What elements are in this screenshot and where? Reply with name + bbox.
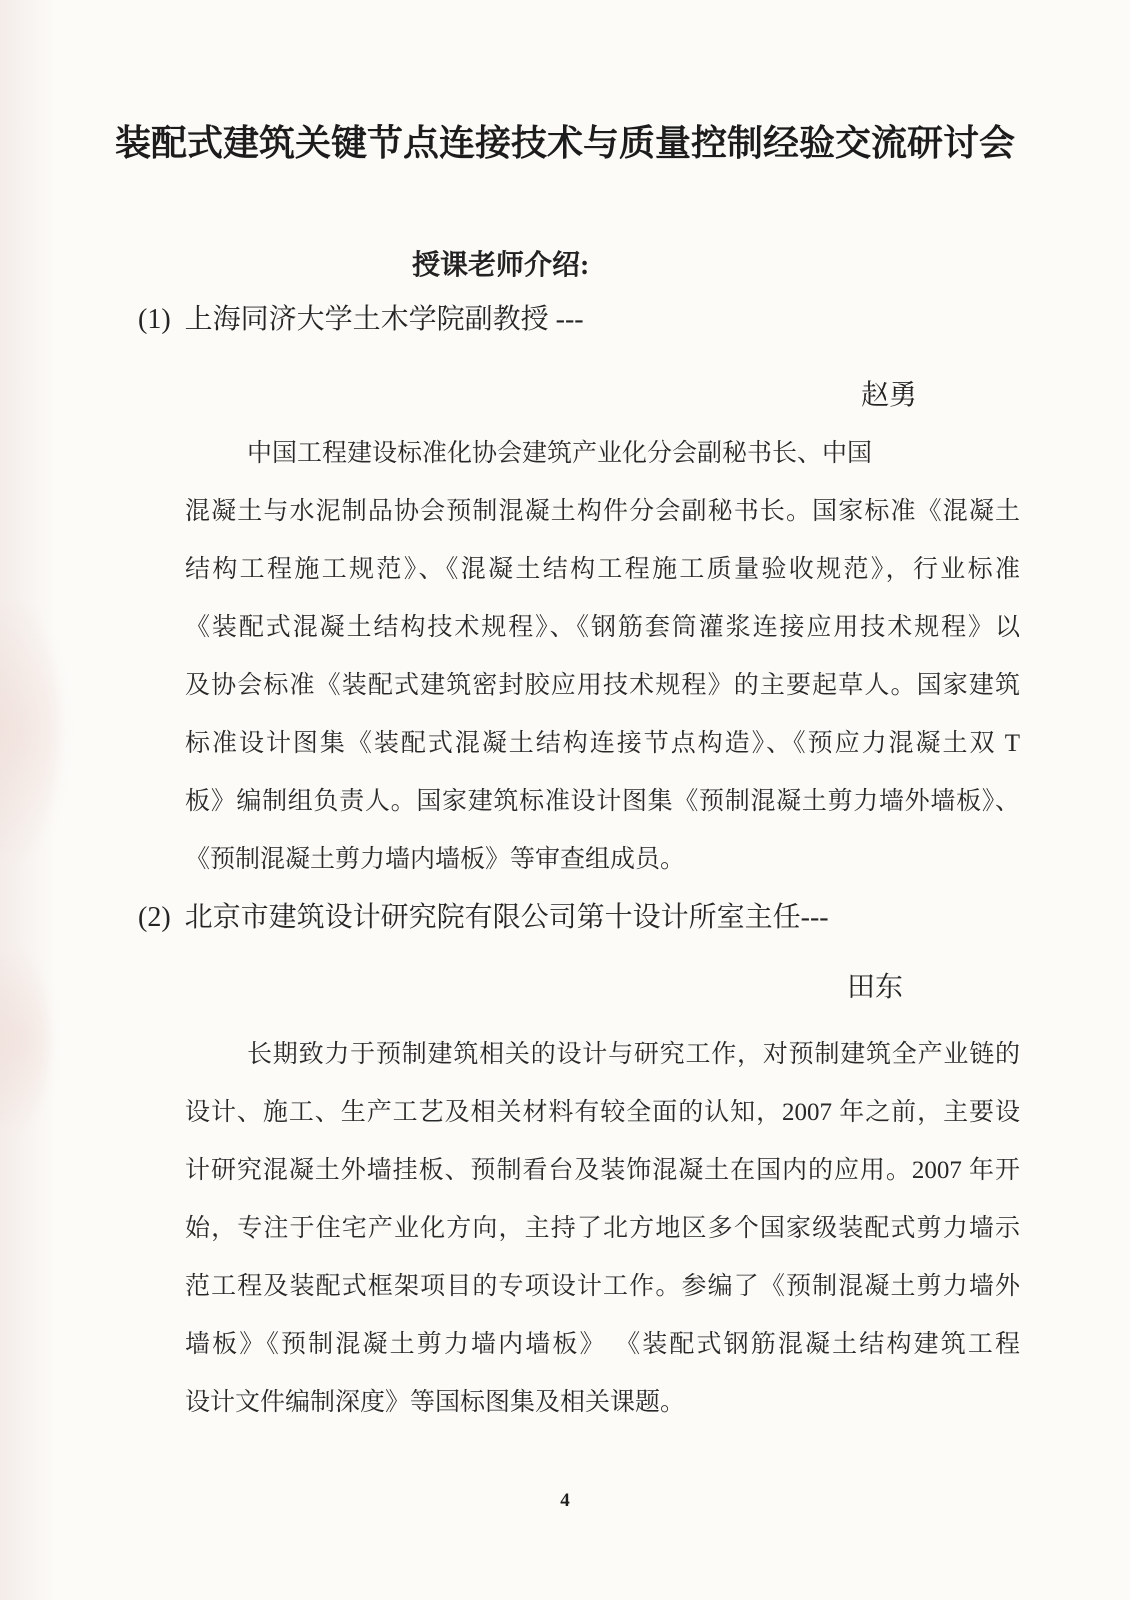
scan-smudge-artifact xyxy=(0,600,60,860)
teacher-2-name: 田东 xyxy=(846,972,903,1003)
teacher-2-header xyxy=(138,898,1020,938)
page-title: 装配式建筑关键节点连接技术与质量控制经验交流研讨会 xyxy=(114,123,1015,163)
section-heading: 授课老师介绍: xyxy=(412,250,590,281)
scan-edge-artifact xyxy=(0,0,55,1600)
bio-line: 设计、施工、生产工艺及相关材料有较全面的认知，2007 年之前，主要设 xyxy=(185,1099,1020,1126)
bio-line: 《预制混凝土剪力墙内墙板》等审查组成员。 xyxy=(185,846,686,873)
teacher-1-bio xyxy=(185,425,1020,889)
scan-smudge-artifact xyxy=(0,950,50,1130)
teacher-2-number: (2) xyxy=(138,902,171,933)
bio-line: 中国工程建设标准化协会建筑产业化分会副秘书长、中国 xyxy=(247,440,873,467)
teacher-1-number: (1) xyxy=(138,304,171,335)
bio-line: 板》编制组负责人。国家建筑标准设计图集《预制混凝土剪力墙外墙板》、 xyxy=(185,788,1020,815)
teacher-2-position: 北京市建筑设计研究院有限公司第十设计所室主任--- xyxy=(184,902,829,933)
teacher-1-position: 上海同济大学土木学院副教授 --- xyxy=(184,304,584,335)
bio-line: 始，专注于住宅产业化方向，主持了北方地区多个国家级装配式剪力墙示 xyxy=(185,1215,1020,1242)
bio-line: 《装配式混凝土结构技术规程》、《钢筋套筒灌浆连接应用技术规程》以 xyxy=(185,614,1020,641)
bio-line: 标准设计图集《装配式混凝土结构连接节点构造》、《预应力混凝土双 T xyxy=(185,730,1020,757)
bio-line: 及协会标准《装配式建筑密封胶应用技术规程》的主要起草人。国家建筑 xyxy=(185,672,1020,699)
bio-line: 结构工程施工规范》、《混凝土结构工程施工质量验收规范》，行业标准 xyxy=(185,556,1020,583)
bio-line: 计研究混凝土外墙挂板、预制看台及装饰混凝土在国内的应用。2007 年开 xyxy=(185,1157,1020,1184)
bio-line: 范工程及装配式框架项目的专项设计工作。参编了《预制混凝土剪力墙外 xyxy=(185,1273,1020,1300)
page-number: 4 xyxy=(560,1490,570,1511)
bio-line: 墙板》《预制混凝土剪力墙内墙板》 《装配式钢筋混凝土结构建筑工程 xyxy=(185,1331,1020,1358)
teacher-1-header xyxy=(138,300,1020,340)
bio-line: 长期致力于预制建筑相关的设计与研究工作，对预制建筑全产业链的 xyxy=(247,1041,1020,1068)
teacher-2-bio xyxy=(185,1026,1020,1432)
bio-line: 设计文件编制深度》等国标图集及相关课题。 xyxy=(185,1389,686,1416)
bio-line: 混凝土与水泥制品协会预制混凝土构件分会副秘书长。国家标准《混凝土 xyxy=(185,498,1020,525)
teacher-1-name: 赵勇 xyxy=(860,380,917,411)
